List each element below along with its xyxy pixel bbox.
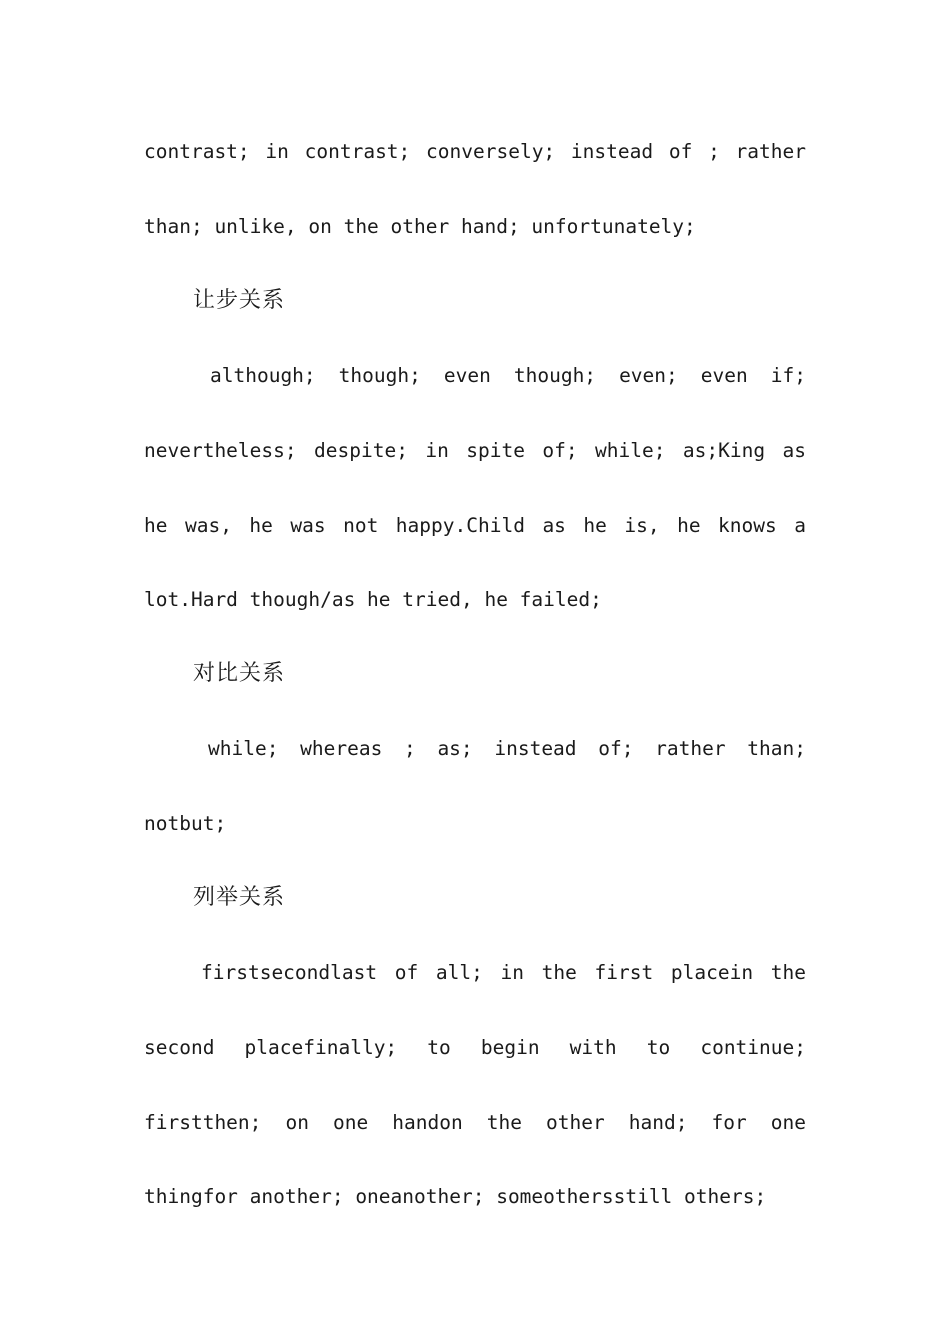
text-line: firstthen; on one handon the other hand; for one bbox=[144, 1111, 806, 1134]
section-heading-concession: 让步关系 bbox=[193, 288, 286, 313]
text-line: he was, he was not happy.Child as he is, he knows a bbox=[144, 514, 806, 537]
text-line: although; though; even though; even; even if; bbox=[210, 364, 806, 387]
text-line: nevertheless; despite; in spite of; while; as;King as bbox=[144, 439, 806, 462]
text-line: lot.Hard though/as he tried, he failed; bbox=[144, 588, 602, 611]
section-heading-contrast: 对比关系 bbox=[193, 661, 286, 686]
text-line: while; whereas ; as; instead of; rather than; bbox=[208, 737, 806, 760]
text-line: firstsecondlast of all; in the first placein the bbox=[201, 961, 806, 984]
text-line: contrast; in contrast; conversely; instead of ; rather bbox=[144, 140, 806, 163]
text-line: than; unlike, on the other hand; unfortunately; bbox=[144, 215, 696, 238]
text-line: second placefinally; to begin with to continue; bbox=[144, 1036, 806, 1059]
text-line: notbut; bbox=[144, 812, 227, 835]
text-line: thingfor another; oneanother; someothersstill others; bbox=[144, 1185, 767, 1208]
section-heading-enumeration: 列举关系 bbox=[193, 885, 286, 910]
